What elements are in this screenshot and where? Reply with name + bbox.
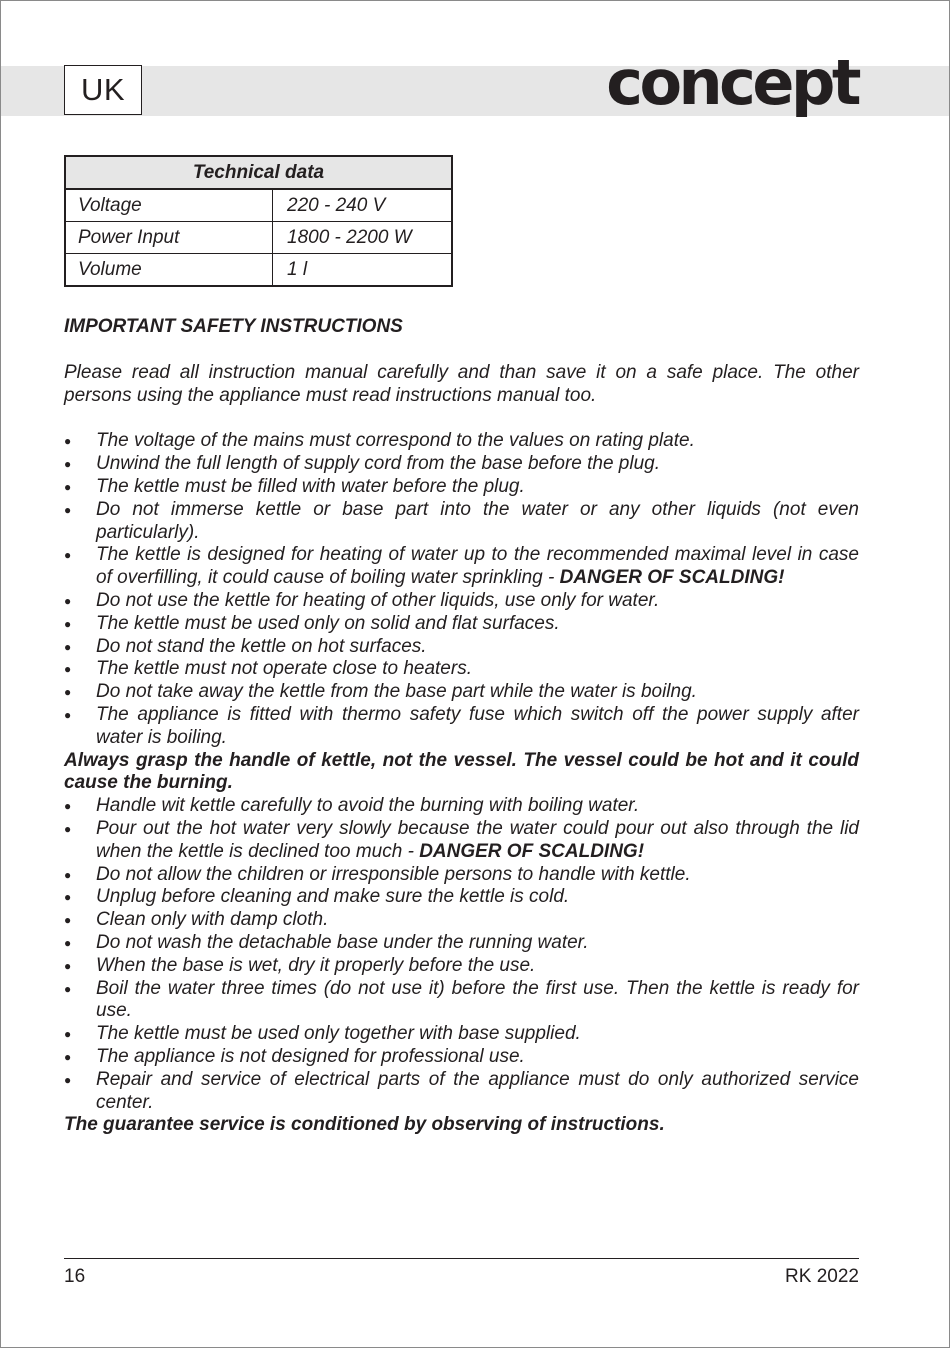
list-item-text: Unplug before cleaning and make sure the kettle is cold.	[96, 886, 570, 908]
safety-section	[64, 316, 859, 1137]
list-item-text: Unwind the full length of supply cord from the base before the plug.	[96, 453, 661, 475]
table-title: Technical data	[65, 156, 452, 189]
list-item	[64, 476, 859, 499]
technical-data-table	[64, 155, 453, 287]
list-item	[64, 430, 859, 453]
list-item-text: The appliance is not designed for professional use.	[96, 1045, 525, 1067]
table-cell-label: Power Input	[65, 222, 273, 254]
list-item-text: The appliance is fitted with thermo safety fuse which switch off the power supply after water is boiling.	[96, 703, 859, 748]
danger-warning: DANGER OF SCALDING!	[559, 567, 785, 589]
list-item-text: Repair and service of electrical parts of the appliance must do only authorized service center.	[96, 1068, 859, 1113]
list-item-text: Do not use the kettle for heating of other liquids, use only for water.	[96, 589, 660, 611]
list-item	[64, 864, 859, 887]
list-item-text: The kettle is designed for heating of water up to the recommended maximal level in case of overfilling, it could cause of boiling water sprinkling -	[96, 544, 859, 589]
footer-divider	[64, 1258, 859, 1259]
table-row	[65, 222, 452, 254]
danger-warning: DANGER OF SCALDING!	[419, 840, 645, 862]
list-item-text: Do not allow the children or irresponsible persons to handle with kettle.	[96, 863, 691, 885]
list-item-text: Do not take away the kettle from the base part while the water is boilng.	[96, 681, 697, 703]
table-cell-value: 220 - 240 V	[273, 189, 453, 222]
grasp-handle-note: Always grasp the handle of kettle, not the vessel. The vessel could be hot and it could cause the burning.	[64, 749, 859, 794]
language-label: UK	[64, 65, 142, 115]
list-item-text: The voltage of the mains must correspond to the values on rating plate.	[96, 430, 695, 452]
list-item-text: Do not wash the detachable base under the running water.	[96, 931, 589, 953]
page-number: 16	[64, 1266, 86, 1287]
list-item-text: When the base is wet, dry it properly before the use.	[96, 954, 536, 976]
list-item-text: Pour out the hot water very slowly because the water could pour out also through the lid when the kettle is declined too much -	[96, 817, 859, 862]
list-item	[64, 636, 859, 659]
list-item-text: Boil the water three times (do not use it) before the first use. Then the kettle is ready for use.	[96, 977, 859, 1022]
list-item	[64, 1046, 859, 1069]
model-number: RK 2022	[785, 1266, 859, 1287]
list-item	[64, 590, 859, 613]
brand-logo: concept	[606, 46, 858, 119]
guarantee-note: The guarantee service is conditioned by observing of instructions.	[64, 1114, 665, 1136]
list-item-text: The kettle must be used only on solid and flat surfaces.	[96, 612, 560, 634]
safety-list-1	[64, 430, 859, 749]
list-item	[64, 886, 859, 909]
list-item	[64, 499, 859, 545]
list-item	[64, 932, 859, 955]
list-item	[64, 955, 859, 978]
list-item-text: The kettle must be filled with water before the plug.	[96, 475, 525, 497]
list-item-text: Handle wit kettle carefully to avoid the burning with boiling water.	[96, 795, 640, 817]
list-item	[64, 818, 859, 864]
list-item	[64, 681, 859, 704]
list-item-text: Do not immerse kettle or base part into the water or any other liquids (not even particularly).	[96, 498, 859, 543]
list-item-text: Do not stand the kettle on hot surfaces.	[96, 635, 427, 657]
list-item	[64, 795, 859, 818]
list-item	[64, 1069, 859, 1115]
table-cell-label: Volume	[65, 254, 273, 287]
list-item	[64, 613, 859, 636]
list-item	[64, 658, 859, 681]
list-item	[64, 453, 859, 476]
safety-list-2	[64, 795, 859, 1114]
list-item-text: The kettle must be used only together with base supplied.	[96, 1023, 581, 1045]
table-cell-value: 1 l	[273, 254, 453, 287]
list-item	[64, 978, 859, 1024]
list-item	[64, 544, 859, 590]
table-cell-label: Voltage	[65, 189, 273, 222]
intro-paragraph: Please read all instruction manual carefully and than save it on a safe place. The other persons using the appliance must read instructions manual too.	[64, 361, 859, 406]
list-item-text: Clean only with damp cloth.	[96, 909, 329, 931]
list-item	[64, 1023, 859, 1046]
table-row	[65, 254, 452, 287]
section-heading: IMPORTANT SAFETY INSTRUCTIONS	[64, 316, 403, 337]
list-item	[64, 909, 859, 932]
table-row	[65, 189, 452, 222]
table-cell-value: 1800 - 2200 W	[273, 222, 453, 254]
list-item	[64, 704, 859, 750]
list-item-text: The kettle must not operate close to heaters.	[96, 658, 472, 680]
